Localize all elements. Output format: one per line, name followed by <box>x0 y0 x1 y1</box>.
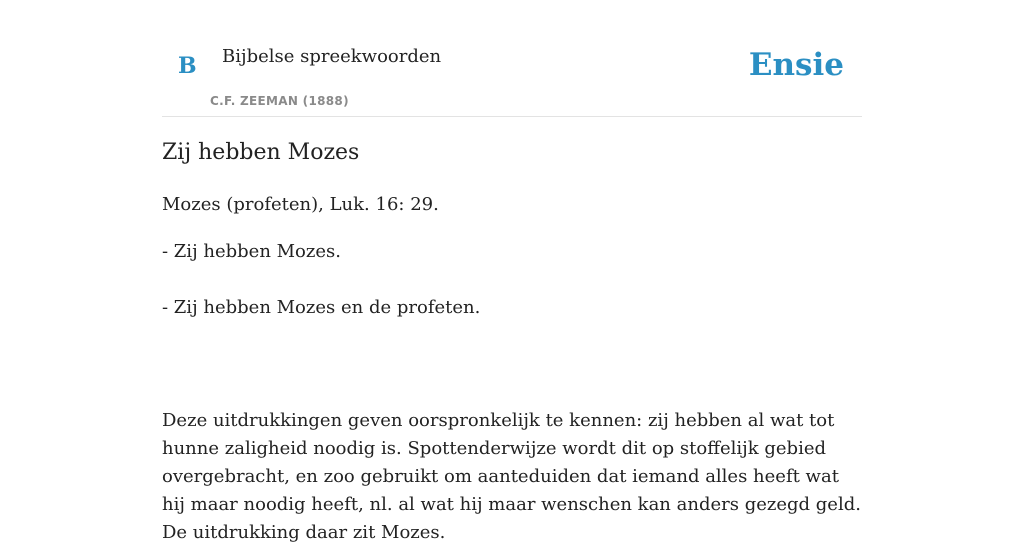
entry-line-2: - Zij hebben Mozes en de profeten. <box>162 297 481 318</box>
entry-reference: Mozes (profeten), Luk. 16: 29. <box>162 194 439 215</box>
entry-title: Zij hebben Mozes <box>162 140 360 165</box>
content-container <box>162 0 862 543</box>
ensie-logo-link[interactable]: Ensie <box>748 47 844 83</box>
entry-body: Deze uitdrukkingen geven oorspronkelijk te kennen: zij hebben al wat tot hunne zaligheid noodig is. Spottenderwijze wordt dit op stoffelijk gebied overgebracht, en zoo gebruikt om aanteduiden dat iemand alles heeft wat hij maar noodig heeft, nl. al wat hij maar wenschen kan anders gezegd geld. De uitdrukking daar zit Mozes. <box>162 410 861 543</box>
book-author: C.F. ZEEMAN (1888) <box>210 94 349 108</box>
book-title-link[interactable]: Bijbelse spreekwoorden <box>222 46 442 67</box>
book-header <box>162 0 862 117</box>
book-letter-icon[interactable]: B <box>178 53 197 79</box>
entry-line-1: - Zij hebben Mozes. <box>162 241 341 262</box>
